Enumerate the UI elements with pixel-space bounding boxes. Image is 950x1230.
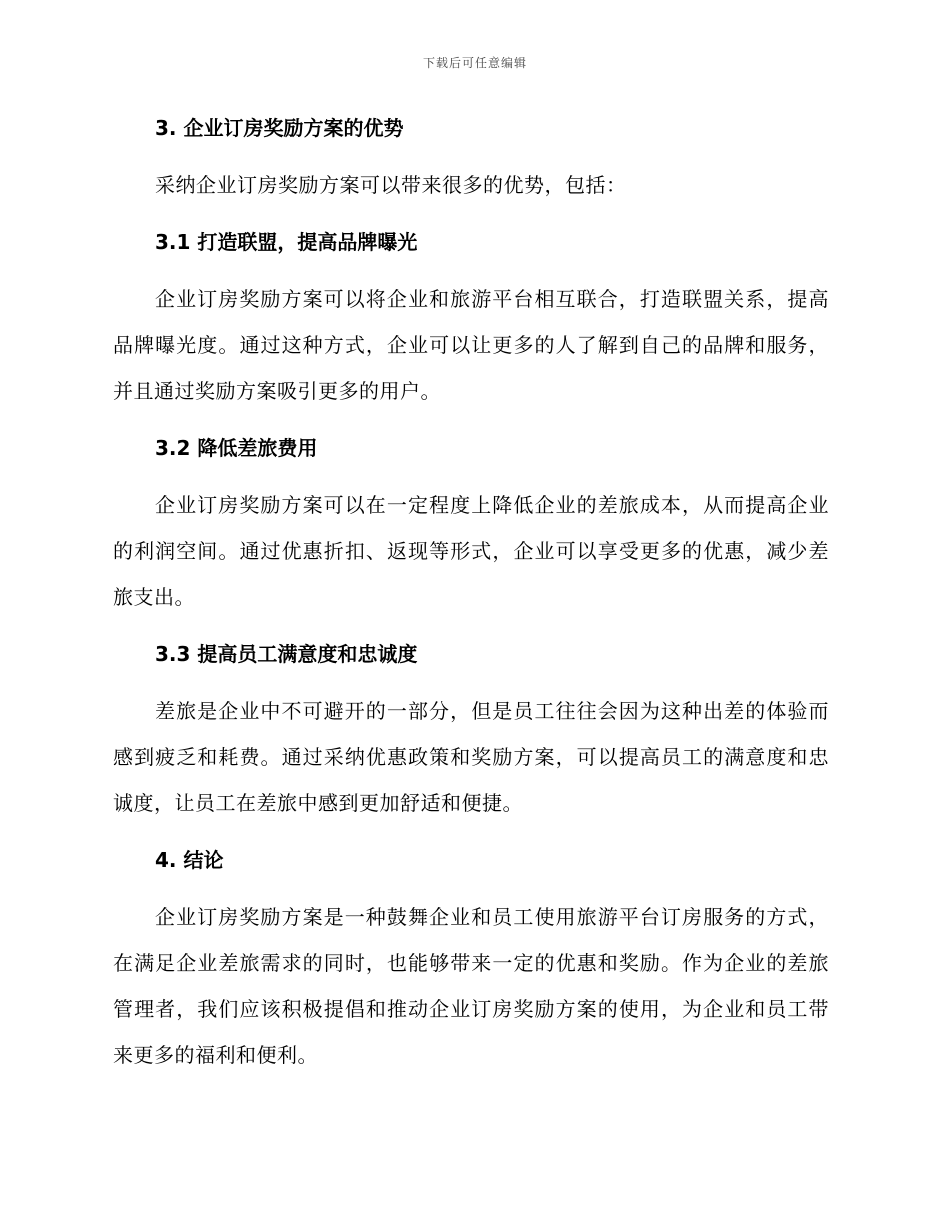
header-note: 下载后可任意编辑 — [422, 56, 527, 70]
section-3-3-heading: 3.3 提高员工满意度和忠诚度 — [155, 642, 418, 666]
section-3-intro: 采纳企业订房奖励方案可以带来很多的优势，包括： — [155, 173, 627, 197]
section-3-heading: 3. 企业订房奖励方案的优势 — [155, 116, 404, 140]
section-4-body: 企业订房奖励方案是一种鼓舞企业和员工使用旅游平台订房服务的方式，在满足企业差旅需求的同时，也能够带来一定的优惠和奖励。作为企业的差旅管理者，我们应该积极提倡和推动企业订房奖励方案的使用，为企业和员工带来更多的福利和便利。 — [113, 905, 829, 1067]
section-4-heading: 4. 结论 — [155, 848, 224, 872]
document-body — [113, 112, 829, 1078]
section-3-3-body: 差旅是企业中不可避开的一部分，但是员工往往会因为这种出差的体验而感到疲乏和耗费。通过采纳优惠政策和奖励方案，可以提高员工的满意度和忠诚度，让员工在差旅中感到更加舒适和便捷。 — [113, 699, 829, 815]
section-3-2-heading: 3.2 降低差旅费用 — [155, 436, 318, 460]
section-3-1-heading: 3.1 打造联盟，提高品牌曝光 — [155, 230, 418, 254]
section-3-1-body: 企业订房奖励方案可以将企业和旅游平台相互联合，打造联盟关系，提高品牌曝光度。通过这种方式，企业可以让更多的人了解到自己的品牌和服务，并且通过奖励方案吸引更多的用户。 — [113, 287, 829, 403]
section-3-2-body: 企业订房奖励方案可以在一定程度上降低企业的差旅成本，从而提高企业的利润空间。通过优惠折扣、返现等形式，企业可以享受更多的优惠，减少差旅支出。 — [113, 493, 829, 609]
